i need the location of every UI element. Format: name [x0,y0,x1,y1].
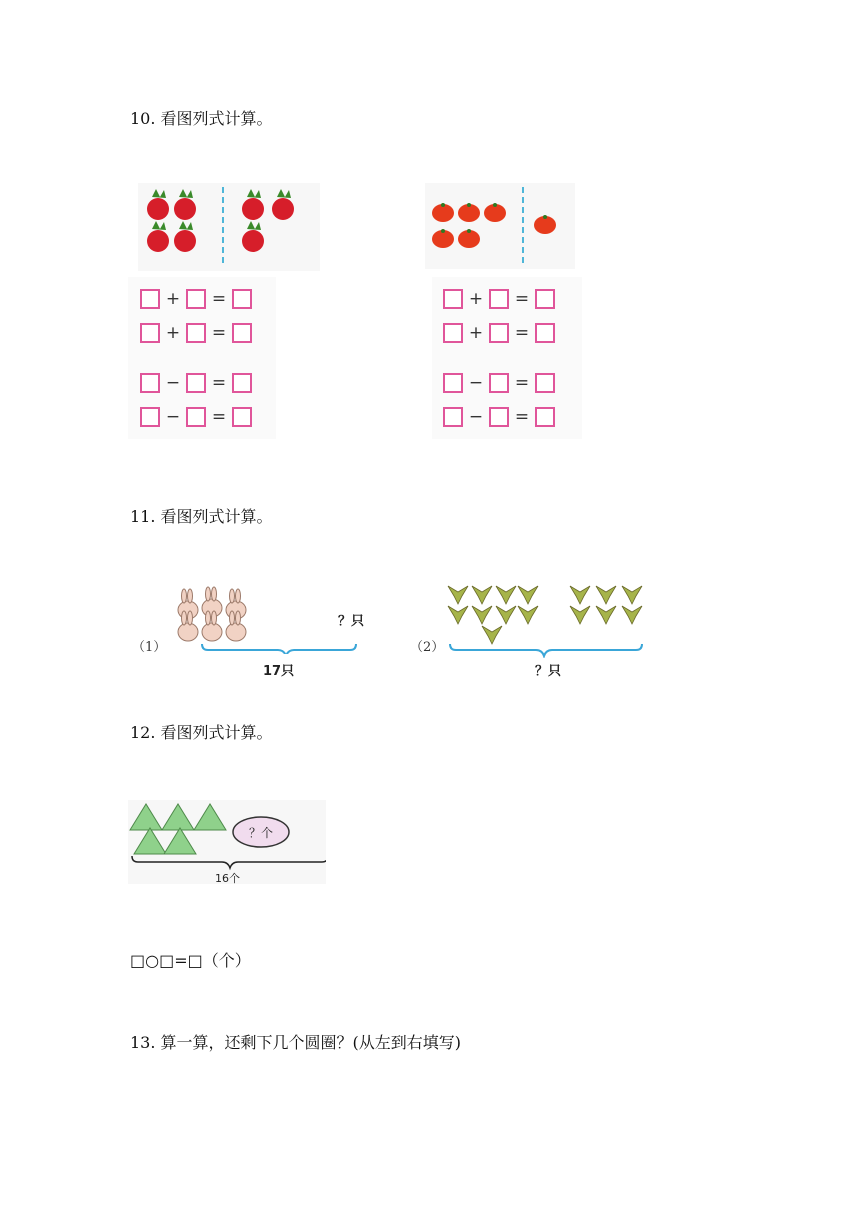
answer-box[interactable] [535,289,555,309]
equation-row [140,407,252,427]
bird-icon [596,586,616,604]
plus-sign: + [468,323,484,343]
answer-template[interactable]: □○□=□（个） [130,951,251,970]
answer-box[interactable] [443,289,463,309]
answer-box[interactable] [140,407,160,427]
answer-box[interactable] [535,373,555,393]
answer-box[interactable] [186,407,206,427]
equals-sign: = [514,373,530,393]
answer-box[interactable] [186,289,206,309]
bird-icon [496,606,516,624]
equation-row [443,407,555,427]
question-13-title: 13. 算一算，还剩下几个圆圈？(从左到右填写) [130,1033,462,1052]
answer-box[interactable] [232,289,252,309]
equation-row [140,373,252,393]
answer-box[interactable] [535,323,555,343]
plus-sign: + [165,289,181,309]
answer-box[interactable] [489,407,509,427]
bird-icon [448,606,468,624]
equals-sign: = [211,323,227,343]
part-1-total-label: 17只 [263,664,295,679]
plus-sign: + [468,289,484,309]
oval-label: ？个 [249,826,274,840]
equals-sign: = [514,323,530,343]
minus-sign: − [468,407,484,427]
equation-row [443,373,555,393]
part-2-marker: （2） [410,640,445,655]
question-12-title: 12. 看图列式计算。 [130,723,273,742]
answer-box[interactable] [140,373,160,393]
answer-box[interactable] [443,373,463,393]
bird-icon [518,586,538,604]
bird-icon [622,586,642,604]
answer-box[interactable] [443,407,463,427]
rabbit-icon [202,611,222,641]
part-1-marker: （1） [132,640,167,655]
equals-sign: = [514,289,530,309]
bird-picture [444,578,648,658]
bird-icon [570,586,590,604]
bird-icon [596,606,616,624]
bird-icon [448,586,468,604]
bird-icon [570,606,590,624]
answer-box[interactable] [140,323,160,343]
bird-icon [496,586,516,604]
answer-box[interactable] [186,323,206,343]
equation-row [140,289,252,309]
equation-row [443,323,555,343]
part-2-total-label: ？只 [535,664,562,679]
answer-box[interactable] [232,407,252,427]
answer-box[interactable] [489,323,509,343]
equals-sign: = [211,407,227,427]
plus-sign: + [165,323,181,343]
bird-icon [482,626,502,644]
part-1-question-label: ？只 [338,614,365,629]
answer-box[interactable] [186,373,206,393]
minus-sign: − [165,407,181,427]
question-11-title: 11. 看图列式计算。 [130,507,273,526]
equation-row [140,323,252,343]
rabbit-picture [170,582,360,654]
radish-picture [138,183,320,271]
bird-icon [622,606,642,624]
equation-row [443,289,555,309]
total-label: 16个 [215,872,240,885]
answer-box[interactable] [489,289,509,309]
minus-sign: − [468,373,484,393]
equals-sign: = [514,407,530,427]
answer-box[interactable] [140,289,160,309]
minus-sign: − [165,373,181,393]
answer-box[interactable] [232,373,252,393]
answer-box[interactable] [535,407,555,427]
answer-box[interactable] [443,323,463,343]
bird-icon [472,586,492,604]
tomato-picture [425,183,575,269]
answer-box[interactable] [232,323,252,343]
equals-sign: = [211,373,227,393]
bird-icon [472,606,492,624]
answer-box[interactable] [489,373,509,393]
question-10-title: 10. 看图列式计算。 [130,109,273,128]
bird-icon [518,606,538,624]
equals-sign: = [211,289,227,309]
